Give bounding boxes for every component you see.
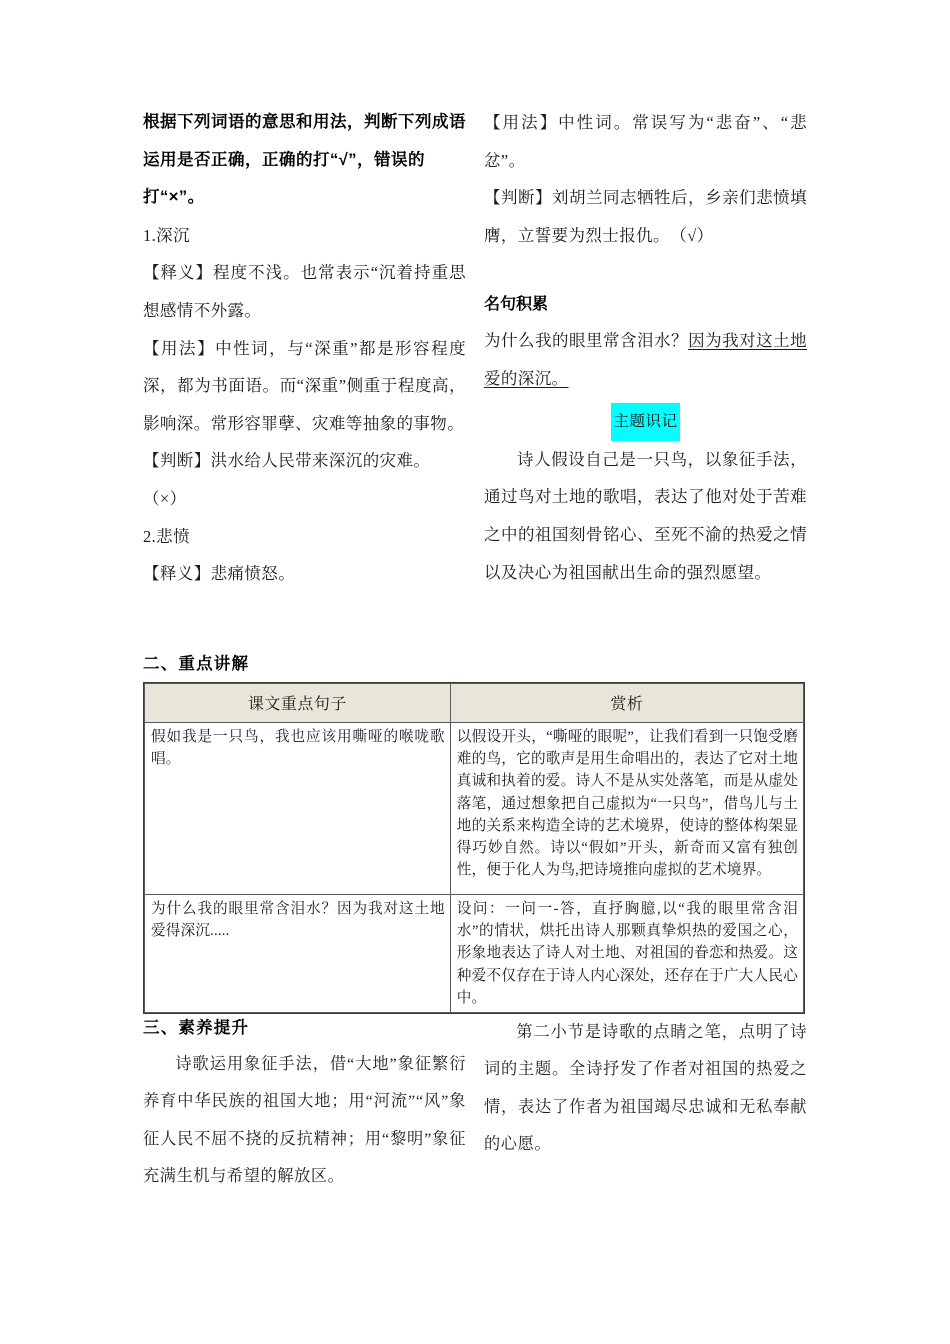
table-header-row xyxy=(145,684,804,723)
theme-label-row xyxy=(484,403,807,440)
table-cell-analysis-1: 以假设开头，“嘶哑的眼呢”，让我们看到一只饱受磨难的鸟，它的歌声是用生命唱出的，表达了它对土地真诚和执着的爱。诗人不是从实处落笔，而是从虚处落笔，通过想象把自己虚拟为“一只鸟”，借鸟儿与土地的关系来构造全诗的艺术境界，使诗的整体构架显得巧妙自然。诗以“假如”开头，新奇而又富有独创性，便于化人为鸟,把诗境推向虚拟的艺术境界。 xyxy=(450,723,803,895)
entry-1-word: 1.深沉 xyxy=(143,225,190,245)
section-three-left-column xyxy=(143,1014,466,1195)
entry-2-judgement: 【判断】刘胡兰同志牺牲后，乡亲们悲愤填膺，立誓要为烈士报仇。 （√） xyxy=(484,188,807,245)
table-cell-sentence-2: 为什么我的眼里常含泪水？因为我对这土地爱得深沉..... xyxy=(145,895,451,1013)
table-header-analysis: 赏析 xyxy=(450,684,803,723)
famous-lines-heading: 名句积累 xyxy=(484,296,549,314)
column-spacer xyxy=(484,254,807,288)
entry-1-answer: （×） xyxy=(143,489,187,509)
theme-recognition-label: 主题识记 xyxy=(611,403,679,440)
theme-recognition-text: 诗人假设自己是一只鸟，以象征手法，通过鸟对土地的歌唱，表达了他对处于苦难之中的祖国刻骨铭心、至死不渝的热爱之情以及决心为祖国献出生命的强烈愿望。 xyxy=(484,449,807,582)
section-three-heading: 三、素养提升 xyxy=(143,1019,250,1037)
entry-2-usage: 【用法】中性词。常误写为“悲奋”、“悲忿”。 xyxy=(484,113,807,170)
famous-lines-row xyxy=(484,322,807,397)
entry-2-word: 2.悲愤 xyxy=(143,526,190,546)
instruction-prompt: 根据下列词语的意思和用法，判断下列成语运用是否正确，正确的打“√”，错误的打“×”。 xyxy=(143,113,466,207)
section-three-right-text: 第二小节是诗歌的点睛之笔，点明了诗词的主题。全诗抒发了作者对祖国的热爱之情，表达了作者为祖国竭尽忠诚和无私奉献的心愿。 xyxy=(484,1023,807,1153)
key-sentences-table xyxy=(144,683,804,1013)
table-row xyxy=(145,723,804,895)
famous-lines-answer: 因为我对这土地爱的深沉。 xyxy=(484,331,807,388)
right-column xyxy=(484,104,807,593)
upper-two-column-area xyxy=(143,104,807,593)
entry-1-definition: 【释义】程度不浅。也常表示“沉着持重思想感情不外露。 xyxy=(143,263,466,321)
table-cell-sentence-1: 假如我是一只鸟，我也应该用嘶哑的喉咙歌唱。 xyxy=(145,723,451,895)
table-header-sentence: 课文重点句子 xyxy=(145,684,451,723)
section-three-right-column xyxy=(484,1014,807,1195)
section-two-heading: 二、重点讲解 xyxy=(143,655,250,673)
table-cell-analysis-2: 设问：一问一-答，直抒胸臆,以“我的眼里常含泪水”的情状，烘托出诗人那颗真挚炽热的爱国之心，形象地表达了诗人对土地、对祖国的眷恋和热爱。这种爱不仅存在于诗人内心深处，还存在于广大人民心中。 xyxy=(450,895,803,1013)
entry-1-judgement: 【判断】洪水给人民带来深沉的灾难。 xyxy=(143,451,431,471)
key-sentences-table-wrap xyxy=(143,682,805,1014)
section-three-left-text: 诗歌运用象征手法，借“大地”象征繁衍养育中华民族的祖国大地；用“河流”“风”象征人民不屈不挠的反抗精神；用“黎明”象征充满生机与希望的解放区。 xyxy=(143,1055,466,1185)
famous-lines-question: 为什么我的眼里常含泪水？ xyxy=(484,331,689,351)
section-three-two-column-area xyxy=(143,1014,807,1195)
table-row xyxy=(145,895,804,1013)
left-column xyxy=(143,104,466,593)
entry-1-usage: 【用法】中性词，与“深重”都是形容程度深，都为书面语。而“深重”侧重于程度高，影响深。常形容罪孽、灾难等抽象的事物。 xyxy=(143,338,466,433)
entry-2-definition: 【释义】悲痛愤怒。 xyxy=(143,564,296,584)
